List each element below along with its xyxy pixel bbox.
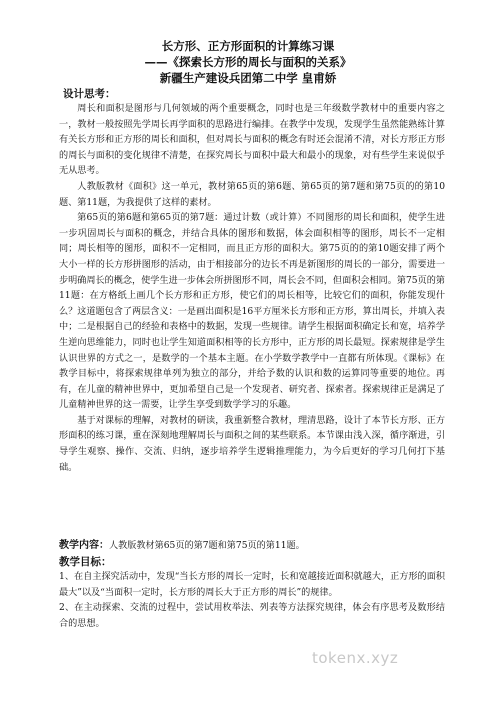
goal-item: 1、在自主探究活动中，发现“当长方形的周长一定时，长和宽越接近面积就越大，正方形的面积最大”以及“当面积一定时，长方形的周长大于正方形的周长”的规律。 bbox=[59, 572, 445, 598]
document-subtitle: ——《探索长方形的周长与面积的关系》 bbox=[144, 55, 352, 69]
design-label: 设计思考： bbox=[63, 88, 116, 100]
content-label: 教学内容： bbox=[59, 540, 109, 551]
content-text: 人教版教材第65页的第7题和第75页的第11题。 bbox=[109, 541, 305, 551]
design-body bbox=[59, 102, 445, 476]
design-paragraph: 基于对课标的理解，对教材的研读，我重新整合教材，理清思路，设计了本节长方形、正方形面积的练习课，重在深刻地理解周长与面积之间的某些联系。本节课由浅入深，循序渐进，引导学生观察、操作、交流、归纳，逐步培养学生逻辑推理能力，为今后更好的学习几何打下基础。 bbox=[59, 415, 445, 473]
goal-item: 2、在主动探索、交流的过程中，尝试用枚举法、列表等方法探究规律，体会有序思考及数形结合的思想。 bbox=[59, 603, 445, 629]
document-title: 长方形、正方形面积的计算练习课 bbox=[161, 39, 335, 53]
author-line: 新疆生产建设兵团第二中学 皇甫娇 bbox=[159, 71, 337, 85]
goals-label: 教学目标： bbox=[59, 556, 112, 568]
design-paragraph: 第65页的第6题和第65页的第7题：通过计数（或计算）不同图形的周长和面积，使学生进一步巩固周长与面积的概念，并结合具体的图形和数据，体会面积相等的图形，周长不一定相同；周长相等的图形，面积不一定相同，而且正方形的面积大。第75页的的第10题安排了两个大小一样的长方形拼图形的活动，由于相接部分的边长不再是新图形的周长的一部分，需要进一步明确周长的概念，使学生进一步体会所拼图形不同，周长会不同，但面积会相同。第75页的第11题：在方格纸上画几个长方形和正方形，使它们的周长相等，比较它们的面积，你能发现什么？这道题包含了两层含义：一是画出面积是16平方厘米长方形和正方形，算出周长，并填入表中；二是根据自己的经验和表格中的数据，发现一些规律。请学生根据面积确定长和宽，培养学生逆向思维能力，同时也让学生知道面积相等的长方形中，正方形的周长最短。探索规律是学生认识世界的方式之一，是数学的一个基本主题。在小学数学教学中一直都有所体现。《课标》在教学目标中，将探索规律单列为独立的部分，并给予数的认识和数的运算同等重要的地位。再有，在儿童的精神世界中，更加希望自己是一个发现者、研究者、探索者。探索规律正是满足了儿童精神世界的这一需要，让学生享受到数学学习的乐趣。 bbox=[59, 213, 445, 411]
design-paragraph: 周长和面积是图形与几何领域的两个重要概念，同时也是三年级数学教材中的重要内容之一，教材一般按照先学周长再学面积的思路进行编排。在教学中发现，发现学生虽然能熟练计算有关长方形和正方形的周长和面积，但对周长与面积的概念有时还会混淆不清，对长方形正方形的周长与面积的变化规律不清楚，在探究周长与面积中最大和最小的现象，对有些学生来说似乎无从思考。 bbox=[59, 104, 445, 177]
watermark: tokenx.xyz bbox=[312, 649, 399, 667]
goals-list bbox=[59, 570, 445, 632]
content-line bbox=[59, 538, 449, 555]
design-paragraph: 人教版教材《面积》这一单元，教材第65页的第6题、第65页的第7题和第75页的的第10题、第11题，为我提供了这样的素材。 bbox=[59, 181, 445, 208]
